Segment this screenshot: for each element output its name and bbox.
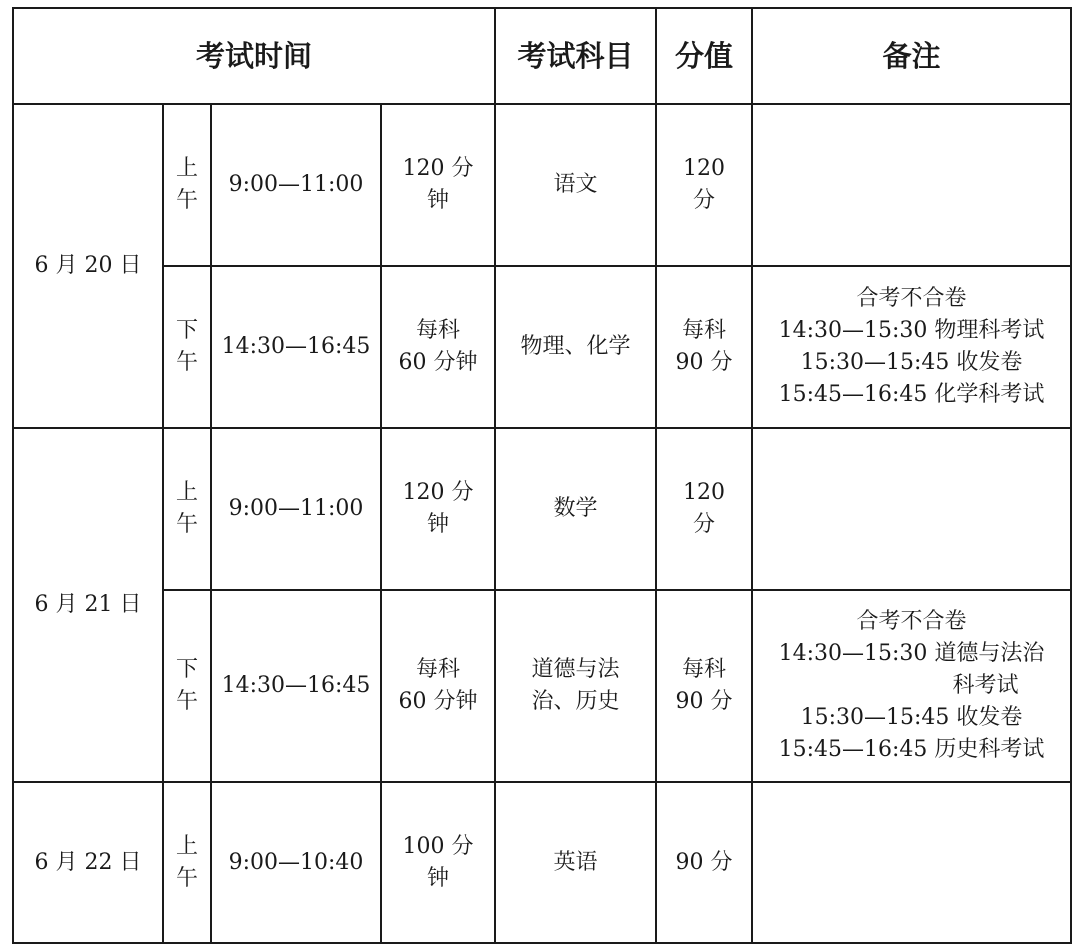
time-cell: 9:00—11:00 <box>211 428 381 590</box>
subject-cell: 语文 <box>495 104 656 266</box>
note-cell <box>752 104 1071 266</box>
time-cell: 14:30—16:45 <box>211 266 381 428</box>
time-cell: 9:00—11:00 <box>211 104 381 266</box>
note-line: 15:30—15:45 收发卷 <box>800 350 1023 375</box>
score-cell: 每科 90 分 <box>656 590 752 782</box>
note-line: 15:45—16:45 化学科考试 <box>778 382 1045 407</box>
date-cell: 6 月 21 日 <box>13 428 163 782</box>
subject-cell: 物理、化学 <box>495 266 656 428</box>
score-cell: 120 分 <box>656 428 752 590</box>
note-line: 15:45—16:45 历史科考试 <box>778 737 1045 762</box>
period-cell: 上 午 <box>163 104 211 266</box>
note-line: 14:30—15:30 物理科考试 <box>778 318 1045 343</box>
header-exam-time: 考试时间 <box>13 8 495 104</box>
header-subject: 考试科目 <box>495 8 656 104</box>
duration-cell: 120 分 钟 <box>381 428 495 590</box>
note-cell <box>752 266 1071 428</box>
duration-cell: 每科 60 分钟 <box>381 590 495 782</box>
note-line: 合考不合卷 <box>856 286 967 311</box>
time-cell: 9:00—10:40 <box>211 782 381 943</box>
note-cell <box>752 428 1071 590</box>
header-score: 分值 <box>656 8 752 104</box>
date-cell: 6 月 22 日 <box>13 782 163 943</box>
duration-cell: 120 分 钟 <box>381 104 495 266</box>
period-cell: 下 午 <box>163 266 211 428</box>
header-note: 备注 <box>752 8 1071 104</box>
table-row <box>13 782 1071 943</box>
period-cell: 上 午 <box>163 428 211 590</box>
score-cell: 每科 90 分 <box>656 266 752 428</box>
period-cell: 上 午 <box>163 782 211 943</box>
subject-cell: 数学 <box>495 428 656 590</box>
table-row <box>13 104 1071 266</box>
note-cell <box>752 782 1071 943</box>
note-line: 14:30—15:30 道德与法治 <box>778 641 1045 666</box>
duration-cell: 每科 60 分钟 <box>381 266 495 428</box>
duration-cell: 100 分 钟 <box>381 782 495 943</box>
subject-cell: 道德与法 治、历史 <box>495 590 656 782</box>
note-line: 科考试 <box>952 673 1019 698</box>
note-cell <box>752 590 1071 782</box>
score-cell: 90 分 <box>656 782 752 943</box>
time-cell: 14:30—16:45 <box>211 590 381 782</box>
table-row <box>13 590 1071 782</box>
exam-schedule-table <box>12 7 1072 944</box>
header-row <box>13 8 1071 104</box>
subject-cell: 英语 <box>495 782 656 943</box>
score-cell: 120 分 <box>656 104 752 266</box>
date-cell: 6 月 20 日 <box>13 104 163 428</box>
table-row <box>13 428 1071 590</box>
note-line: 合考不合卷 <box>856 609 967 634</box>
table-row <box>13 266 1071 428</box>
period-cell: 下 午 <box>163 590 211 782</box>
note-line: 15:30—15:45 收发卷 <box>800 705 1023 730</box>
